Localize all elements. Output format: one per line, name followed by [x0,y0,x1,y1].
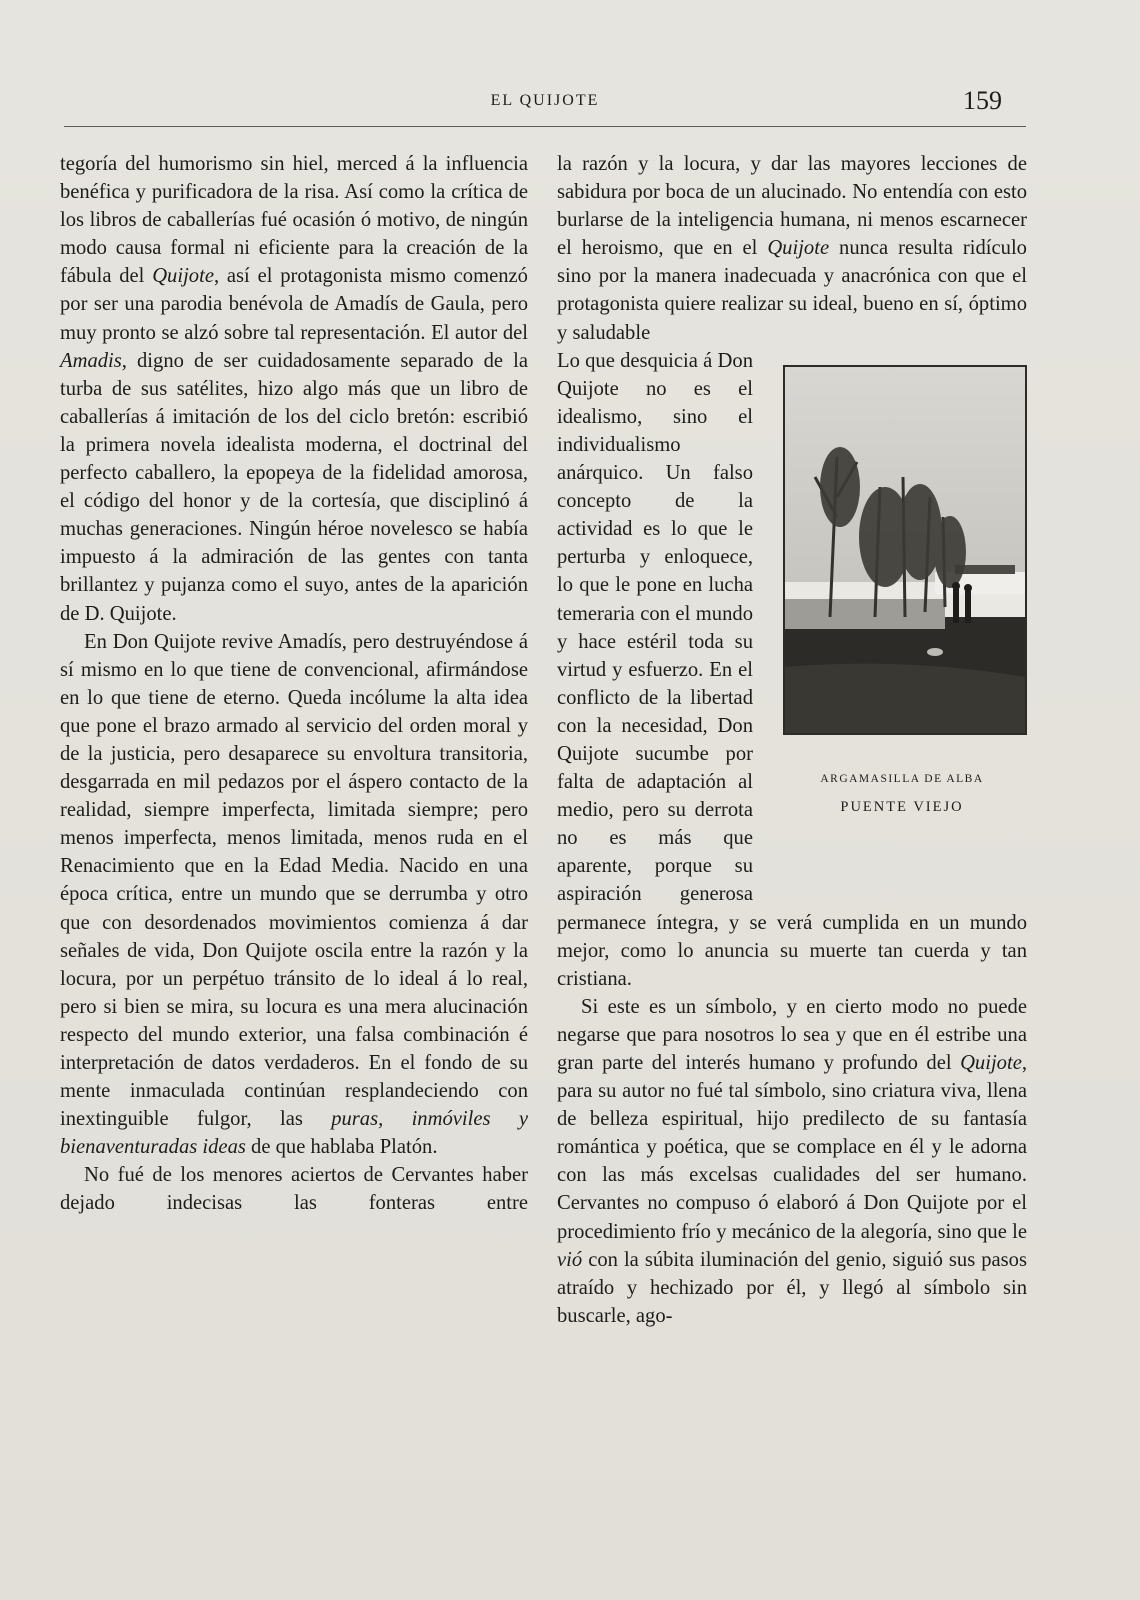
photo-illustration [785,367,1025,733]
running-title: EL QUIJOTE [490,92,600,109]
figure-caption-place: ARGAMASILLA DE ALBA [820,772,984,785]
italic-title: Amadis [60,349,122,372]
text-run: nunca resulta ridículo sino por la manera inadecuada y anacrónica con que el protagonista quiere realizar su ideal, bueno en sí, óptimo y saludable [557,237,1027,344]
italic-word: vió [557,1248,583,1271]
paragraph [60,628,528,1162]
header-rule [64,126,1026,127]
italic-quote: puras, inmóviles y bienaventuradas ideas [60,1108,528,1159]
photograph-puente-viejo [783,365,1027,735]
text-run: , así el protagonista mismo comenzó por ser una parodia benévola de Amadís de Gaula, pero muy pronto se alzó sobre tal representación. El autor del [60,265,528,344]
left-column [60,150,528,1218]
page-number: 159 [963,86,1002,115]
text-run: Lo que desquicia á Don Quijote no es el idealismo, sino el individualismo anárquico. Un falso concepto de la actividad es lo que le perturba y enloquece, lo que le pone en lucha temeraria con el mundo y hace estéril toda su virtud y esfuerzo. En el conflicto de la libertad con la necesidad, Don Quijote sucumbe por falta de adaptación al medio, pero su derrota no es más que aparente, porque su aspiración generosa permanece íntegra, y se verá cumplida en un mundo mejor, como lo anuncia su muerte tan cuerda y tan cristiana. [557,349,1027,990]
italic-title: Quijote [767,237,830,260]
text-run: Si este es un símbolo, y en cierto modo no puede negarse que para nosotros lo sea y que en él estribe una gran parte del interés humano y profundo del [557,995,1027,1074]
paragraph [557,993,1027,1330]
text-run: tegoría del humorismo sin hiel, merced á la influencia benéfica y purificadora de la risa. Así como la crítica de los libros de caballerías fué ocasión ó motivo, de ningún modo causa formal ni eficiente para la creación de la fábula del [60,153,528,288]
italic-title: Quijote [152,265,214,288]
text-run: , digno de ser cuidadosamente separado de la turba de sus satélites, hizo algo más que un libro de caballerías á imitación de los del ciclo bretón: escribió la primera novela idealista moderna, el doctrinal del perfecto caballero, la epopeya de la fidelidad amorosa, el código del honor y de la cortesía, que disciplinó á muchas generaciones. Ningún héroe novelesco se había impuesto á la admiración de las gentes con tanta brillantez y pujanza como el suyo, antes de la aparición de D. Quijote. [60,349,528,625]
text-run: de que hablaba Platón. [245,1136,438,1159]
paragraph [557,150,1027,347]
text-run: No fué de los menores aciertos de Cervantes haber dejado indecisas las fonteras entre [60,1164,528,1215]
italic-title: Quijote [960,1052,1022,1074]
paragraph [60,150,528,628]
paragraph [60,1161,528,1217]
text-run: con la súbita iluminación del genio, siguió sus pasos atraído y hechizado por él, y llegó al símbolo sin buscarle, ago- [557,1248,1027,1327]
text-run: En Don Quijote revive Amadís, pero destruyéndose á sí mismo en lo que tiene de convencional, afirmándose en lo que tiene de eterno. Queda incólume la alta idea que pone el brazo armado al servicio del orden moral y de la justicia, pero desaparece su envoltura transitoria, desgarrada en mil pedazos por el áspero contacto de la realidad, siempre imperfecta, limitada siempre; pero menos imperfecta, menos limitada, menos ruda en el Renacimiento que en la Edad Media. Nacido en una época crítica, entre un mundo que se derrumba y otro que con desordenados movimientos comienza á dar señales de vida, Don Quijote oscila entre la razón y la locura, por un perpétuo tránsito de lo ideal á lo real, pero si bien se mira, su locura es una mera alucinación respecto del mundo exterior, una falsa combinación é interpretación de datos verdaderos. En el fondo de su mente inmaculada continúan resplandeciendo con inextinguible fulgor, las [60,630,528,1131]
paragraph [557,347,1027,993]
figure [777,365,1027,905]
text-run: la razón y la locura, y dar las mayores lecciones de sabidura por boca de un alucinado. No entendía con esto burlarse de la inteligencia humana, ni menos escarnecer el heroismo, que en el [557,153,1027,260]
right-column [557,150,1027,1330]
text-run: , para su autor no fué tal símbolo, sino criatura viva, llena de belleza espiritual, hijo predilecto de su fantasía romántica y poética, que se complace en él y le adorna con las más excelsas cualidades del ser humano. Cervantes no compuso ó elaboró á Don Quijote por el procedimiento frío y mecánico de la alegoría, sino que le [557,1052,1027,1243]
figure-caption-title: PUENTE VIEJO [840,798,964,815]
running-header [64,86,1026,120]
